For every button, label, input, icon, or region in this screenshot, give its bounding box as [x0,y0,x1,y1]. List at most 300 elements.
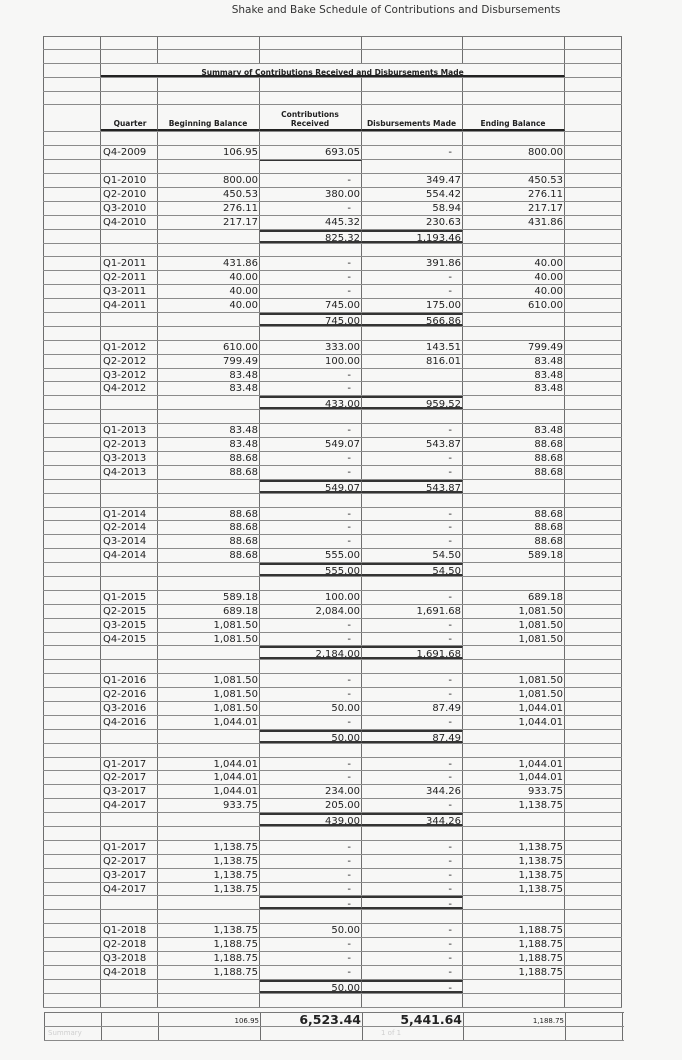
contributions-cell: 380.00 [260,188,362,201]
beginning-balance-cell: 431.86 [158,257,260,270]
table-row [43,952,622,966]
beginning-balance-total: 106.95 [159,1013,261,1026]
subtotal-row [43,396,622,410]
blank-row [43,36,622,50]
table-row [43,605,622,619]
contributions-cell: 445.32 [260,216,362,229]
contributions-subtotal: 555.00 [260,563,362,576]
ending-balance-cell: 88.68 [463,521,565,534]
totals-row [44,1012,624,1027]
ending-balance-cell: 1,081.50 [463,674,565,687]
ending-balance-cell: 1,138.75 [463,799,565,812]
ending-balance-cell: 1,044.01 [463,702,565,715]
quarter-cell: Q3-2011 [101,285,158,298]
quarter-cell: Q4-2018 [101,966,158,979]
column-header-row [43,105,622,132]
ending-balance-cell: 40.00 [463,257,565,270]
subtotal-row [43,730,622,744]
beginning-balance-cell: 1,188.75 [158,938,260,951]
disbursements-cell: - [362,508,463,521]
ending-balance-cell: 800.00 [463,146,565,159]
quarter-groups [43,174,622,1007]
disbursements-subtotal: - [362,896,463,909]
table-row [43,424,622,438]
blank-row [43,494,622,508]
contributions-subtotal: - [260,896,362,909]
disbursements-cell: - [362,424,463,437]
quarter-cell: Q4-2015 [101,633,158,646]
beginning-balance-cell: 83.48 [158,438,260,451]
ending-balance-cell: 689.18 [463,591,565,604]
table-row [43,549,622,563]
disbursements-cell: 54.50 [362,549,463,562]
contributions-cell: 333.00 [260,341,362,354]
table-row [43,452,622,466]
disbursements-cell: - [362,521,463,534]
disbursements-cell: - [362,883,463,896]
ending-balance-cell: 1,044.01 [463,771,565,784]
quarter-cell: Q2-2011 [101,271,158,284]
contributions-cell: - [260,271,362,284]
beginning-balance-cell: 1,081.50 [158,633,260,646]
ending-balance-cell: 1,044.01 [463,758,565,771]
beginning-balance-cell: 83.48 [158,369,260,382]
table-title-row [43,64,622,78]
disbursements-cell: 349.47 [362,174,463,187]
quarter-cell: Q1-2017 [101,841,158,854]
quarter-cell: Q1-2013 [101,424,158,437]
disbursements-cell: - [362,688,463,701]
contributions-cell: - [260,466,362,479]
disbursements-cell: - [362,466,463,479]
disbursements-subtotal: 1,691.68 [362,646,463,659]
quarter-cell: Q1-2012 [101,341,158,354]
beginning-balance-cell: 40.00 [158,285,260,298]
blank-row [43,244,622,258]
blank-row [43,50,622,64]
contributions-cell: - [260,508,362,521]
ending-balance-cell: 1,081.50 [463,688,565,701]
contributions-cell: - [260,521,362,534]
contributions-cell: - [260,257,362,270]
contributions-cell: - [260,382,362,395]
table-row [43,257,622,271]
ending-balance-cell: 88.68 [463,466,565,479]
beginning-balance-cell: 933.75 [158,799,260,812]
contributions-total: 6,523.44 [261,1013,363,1026]
page-number: 1 of 1 [363,1027,464,1041]
disbursements-subtotal: 959.52 [362,396,463,409]
contributions-cell: 100.00 [260,591,362,604]
contributions-cell: - [260,966,362,979]
quarter-cell: Q2-2015 [101,605,158,618]
blank-row [43,92,622,106]
ending-balance-cell: 589.18 [463,549,565,562]
quarter-cell: Q1-2010 [101,174,158,187]
ending-balance-cell: 1,081.50 [463,605,565,618]
blank-row [43,78,622,92]
contributions-cell: - [260,869,362,882]
beginning-balance-cell: 1,188.75 [158,966,260,979]
contributions-subtotal: 50.00 [260,730,362,743]
ending-balance-cell: 431.86 [463,216,565,229]
totals-table [44,1012,624,1041]
beginning-balance-cell: 1,138.75 [158,924,260,937]
ending-balance-cell: 1,138.75 [463,855,565,868]
disbursements-cell: - [362,799,463,812]
blank-row [43,994,622,1008]
ending-balance-cell: 276.11 [463,188,565,201]
contributions-cell: 549.07 [260,438,362,451]
quarter-cell: Q2-2016 [101,688,158,701]
disbursements-cell: - [362,771,463,784]
disbursements-cell: 58.94 [362,202,463,215]
disbursements-subtotal: 87.49 [362,730,463,743]
quarter-cell: Q3-2015 [101,619,158,632]
page-title: Shake and Bake Schedule of Contributions and Disbursements [231,4,561,16]
table-row [43,674,622,688]
beginning-balance-cell: 88.68 [158,549,260,562]
ending-balance-cell: 933.75 [463,785,565,798]
blank-row [43,660,622,674]
table-row [43,202,622,216]
contributions-cell: - [260,369,362,382]
disbursements-cell: - [362,146,463,159]
table-row [43,369,622,383]
quarter-cell: Q4-2012 [101,382,158,395]
subtotal-row [43,313,622,327]
contributions-cell: - [260,674,362,687]
quarter-cell: Q3-2013 [101,452,158,465]
beginning-balance-cell: 276.11 [158,202,260,215]
beginning-balance-cell: 88.68 [158,452,260,465]
disbursements-subtotal: 566.86 [362,313,463,326]
contributions-cell: 555.00 [260,549,362,562]
beginning-balance-cell: 88.68 [158,508,260,521]
contributions-cell: 745.00 [260,299,362,312]
table-row [43,633,622,647]
quarter-cell: Q3-2017 [101,869,158,882]
quarter-cell: Q1-2014 [101,508,158,521]
blank-row [43,410,622,424]
contributions-cell: - [260,883,362,896]
quarter-cell: Q1-2016 [101,674,158,687]
quarter-cell: Q3-2016 [101,702,158,715]
disbursements-subtotal: 344.26 [362,813,463,826]
subtotal-row [43,230,622,244]
quarter-cell: Q2-2017 [101,771,158,784]
table-row [43,771,622,785]
header-ending-balance: Ending Balance [463,105,565,131]
quarter-cell: Q4-2010 [101,216,158,229]
quarter-cell: Q4-2013 [101,466,158,479]
beginning-balance-cell: 1,044.01 [158,785,260,798]
table-row [43,799,622,813]
quarter-cell: Q4-2016 [101,716,158,729]
contributions-subtotal: 745.00 [260,313,362,326]
blank-row [43,160,622,174]
table-row [43,702,622,716]
quarter-cell: Q1-2015 [101,591,158,604]
beginning-balance-cell: 1,188.75 [158,952,260,965]
contributions-cell: - [260,174,362,187]
disbursements-cell: - [362,674,463,687]
ending-balance-cell: 1,138.75 [463,869,565,882]
beginning-balance-cell: 83.48 [158,382,260,395]
disbursements-cell: - [362,938,463,951]
table-row [43,216,622,230]
contributions-cell: - [260,855,362,868]
subtotal-row [43,813,622,827]
beginning-balance-cell: 40.00 [158,299,260,312]
contributions-cell: - [260,633,362,646]
header-quarter: Quarter [101,105,158,131]
table-row [43,188,622,202]
table-row [43,355,622,369]
disbursements-cell: - [362,619,463,632]
disbursements-cell: - [362,535,463,548]
quarter-cell: Q3-2018 [101,952,158,965]
contributions-cell: - [260,688,362,701]
contributions-cell: 50.00 [260,924,362,937]
beginning-balance-cell: 1,081.50 [158,688,260,701]
disbursements-cell: 391.86 [362,257,463,270]
blank-row [43,327,622,341]
beginning-balance-cell: 589.18 [158,591,260,604]
contributions-subtotal: 439.00 [260,813,362,826]
quarter-cell: Q1-2011 [101,257,158,270]
disbursements-cell: 175.00 [362,299,463,312]
contributions-cell: 100.00 [260,355,362,368]
disbursements-subtotal: - [362,980,463,993]
disbursements-subtotal: 543.87 [362,480,463,493]
table-row [43,938,622,952]
table-row [43,285,622,299]
blank-row [43,910,622,924]
blank-row [43,577,622,591]
ending-balance-cell: 1,188.75 [463,924,565,937]
ending-balance-cell: 1,138.75 [463,883,565,896]
beginning-balance-cell: 106.95 [158,146,260,159]
subtotal-row [43,646,622,660]
table-row [43,619,622,633]
quarter-cell: Q3-2012 [101,369,158,382]
disbursements-cell: 816.01 [362,355,463,368]
table-row [43,966,622,980]
contributions-cell: - [260,285,362,298]
beginning-balance-cell: 1,138.75 [158,869,260,882]
beginning-balance-cell: 88.68 [158,466,260,479]
blank-row [43,827,622,841]
beginning-balance-cell: 1,044.01 [158,716,260,729]
header-disbursements-made: Disbursements Made [362,105,463,131]
disbursements-cell: 143.51 [362,341,463,354]
subtotal-row [43,480,622,494]
disbursements-cell: 543.87 [362,438,463,451]
table-row [43,341,622,355]
quarter-cell: Q1-2018 [101,924,158,937]
ending-balance-cell: 40.00 [463,271,565,284]
ending-balance-cell: 1,081.50 [463,619,565,632]
table-row [43,299,622,313]
contributions-cell: - [260,535,362,548]
contributions-cell: 2,084.00 [260,605,362,618]
ending-balance-cell: 217.17 [463,202,565,215]
disbursements-cell: 344.26 [362,785,463,798]
beginning-balance-cell: 1,081.50 [158,619,260,632]
quarter-cell: Q4-2009 [101,146,158,159]
disbursements-cell: - [362,952,463,965]
quarter-cell: Q2-2014 [101,521,158,534]
table-row [43,841,622,855]
disbursements-cell: 230.63 [362,216,463,229]
disbursements-subtotal: 54.50 [362,563,463,576]
table-row [43,785,622,799]
table-row [43,521,622,535]
disbursements-cell: - [362,285,463,298]
beginning-balance-cell: 1,138.75 [158,855,260,868]
quarter-cell: Q4-2014 [101,549,158,562]
contributions-cell: 693.05 [260,146,362,159]
contributions-cell: - [260,424,362,437]
subtotal-row [43,980,622,994]
beginning-balance-cell: 1,138.75 [158,883,260,896]
disbursements-cell: - [362,966,463,979]
beginning-balance-cell: 610.00 [158,341,260,354]
quarter-cell: Q3-2010 [101,202,158,215]
schedule-table [43,36,622,1008]
ending-balance-cell: 1,044.01 [463,716,565,729]
beginning-balance-cell: 1,044.01 [158,771,260,784]
beginning-balance-cell: 40.00 [158,271,260,284]
disbursements-cell: 554.42 [362,188,463,201]
contributions-subtotal: 50.00 [260,980,362,993]
contributions-cell: - [260,619,362,632]
footer-row [44,1027,624,1042]
ending-balance-total: 1,188.75 [464,1013,566,1026]
quarter-cell: Q1-2017 [101,758,158,771]
quarter-cell: Q4-2017 [101,799,158,812]
quarter-cell: Q4-2011 [101,299,158,312]
disbursements-cell: - [362,716,463,729]
table-row [43,146,622,160]
ending-balance-cell: 83.48 [463,355,565,368]
disbursements-cell: - [362,841,463,854]
faint-label: Summary [44,1027,102,1041]
blank-row [43,744,622,758]
disbursements-cell: - [362,633,463,646]
contributions-subtotal: 825.32 [260,230,362,243]
ending-balance-cell: 1,081.50 [463,633,565,646]
table-row [43,382,622,396]
header-beginning-balance: Beginning Balance [158,105,260,131]
table-row [43,591,622,605]
quarter-cell: Q2-2013 [101,438,158,451]
contributions-cell: 50.00 [260,702,362,715]
table-row [43,716,622,730]
ending-balance-cell: 83.48 [463,424,565,437]
ending-balance-cell: 1,138.75 [463,841,565,854]
ending-balance-cell: 88.68 [463,452,565,465]
ending-balance-cell: 450.53 [463,174,565,187]
disbursements-cell [362,369,463,382]
quarter-cell: Q3-2014 [101,535,158,548]
contributions-cell: - [260,771,362,784]
table-row [43,271,622,285]
ending-balance-cell: 88.68 [463,535,565,548]
beginning-balance-cell: 88.68 [158,535,260,548]
disbursements-cell: - [362,924,463,937]
table-row [43,688,622,702]
subtotal-row [43,896,622,910]
ending-balance-cell: 88.68 [463,508,565,521]
table-row [43,869,622,883]
beginning-balance-cell: 88.68 [158,521,260,534]
disbursements-cell: - [362,271,463,284]
beginning-balance-cell: 799.49 [158,355,260,368]
beginning-balance-cell: 1,081.50 [158,702,260,715]
disbursements-cell: - [362,591,463,604]
quarter-cell: Q2-2012 [101,355,158,368]
blank-row [43,132,622,146]
disbursements-cell [362,382,463,395]
beginning-balance-cell: 689.18 [158,605,260,618]
contributions-cell: - [260,452,362,465]
disbursements-cell: 87.49 [362,702,463,715]
contributions-cell: - [260,952,362,965]
beginning-balance-cell: 800.00 [158,174,260,187]
subtotal-row [43,563,622,577]
disbursements-cell: 1,691.68 [362,605,463,618]
table-row [43,924,622,938]
ending-balance-cell: 40.00 [463,285,565,298]
ending-balance-cell: 1,188.75 [463,952,565,965]
contributions-subtotal: 549.07 [260,480,362,493]
table-row [43,174,622,188]
beginning-balance-cell: 1,138.75 [158,841,260,854]
contributions-cell: 234.00 [260,785,362,798]
header-contributions-received: Contributions Received [260,105,362,131]
ending-balance-cell: 1,188.75 [463,938,565,951]
disbursements-cell: - [362,855,463,868]
beginning-balance-cell: 1,044.01 [158,758,260,771]
table-row [43,758,622,772]
table-row [43,883,622,897]
contributions-subtotal: 433.00 [260,396,362,409]
table-row [43,535,622,549]
beginning-balance-cell: 1,081.50 [158,674,260,687]
ending-balance-cell: 83.48 [463,369,565,382]
beginning-balance-cell: 450.53 [158,188,260,201]
disbursements-cell: - [362,452,463,465]
table-title: Summary of Contributions Received and Disbursements Made [101,64,565,77]
ending-balance-cell: 1,188.75 [463,966,565,979]
table-row [43,466,622,480]
disbursements-cell: - [362,869,463,882]
contributions-cell: - [260,758,362,771]
quarter-cell: Q4-2017 [101,883,158,896]
quarter-cell: Q2-2010 [101,188,158,201]
contributions-cell: - [260,716,362,729]
quarter-cell: Q2-2017 [101,855,158,868]
disbursements-total: 5,441.64 [363,1013,464,1026]
table-row [43,855,622,869]
contributions-cell: - [260,938,362,951]
disbursements-subtotal: 1,193.46 [362,230,463,243]
ending-balance-cell: 610.00 [463,299,565,312]
contributions-cell: 205.00 [260,799,362,812]
contributions-cell: - [260,841,362,854]
